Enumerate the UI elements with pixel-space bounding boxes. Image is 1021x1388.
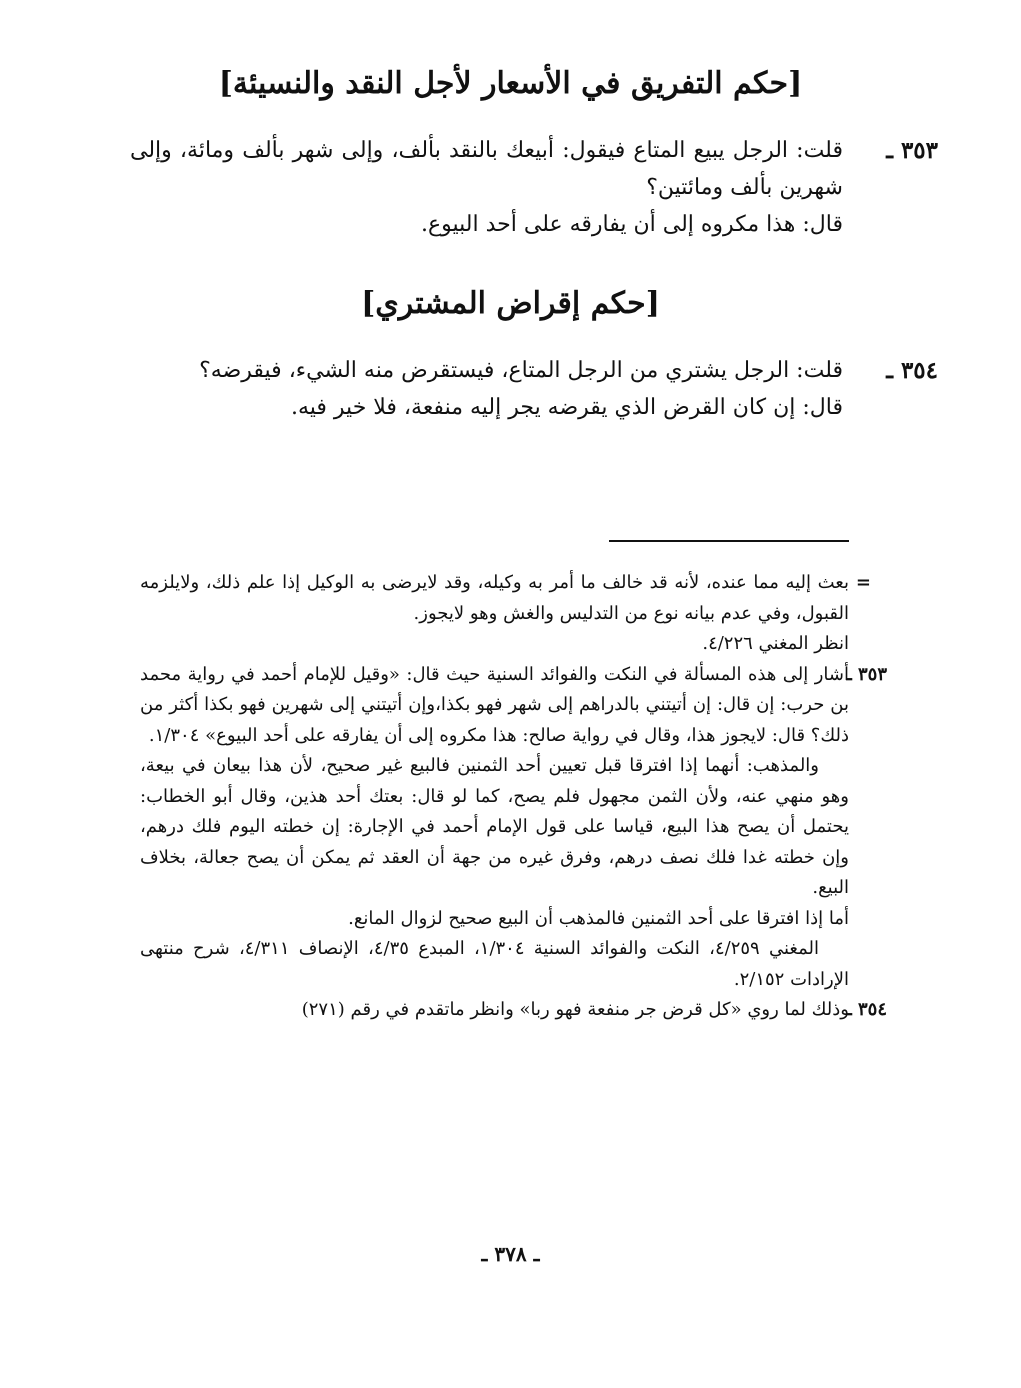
footnote-paragraph: وذلك لما روي «كل قرض جر منفعة فهو ربا» وانظر ماتقدم في رقم (٢٧١) [301, 999, 849, 1020]
question-text: قلت: الرجل يبيع المتاع فيقول: أبيعك بالنقد بألف، وإلى شهر بألف ومائة، وإلى شهرين بألف ومائتين؟ [130, 138, 843, 200]
answer-text: قال: إن كان القرض الذي يقرضه يجر إليه منفعة، فلا خير فيه. [290, 395, 843, 420]
question-block-353 [130, 132, 938, 243]
footnote-354 [140, 995, 887, 1026]
continuation-mark: = [855, 572, 871, 593]
footnote-divider [609, 540, 849, 542]
footnotes [140, 568, 887, 1026]
footnote-paragraph: والمذهب: أنهما إذا افترقا قبل تعيين أحد الثمنين فالبيع غير صحيح، لأن هذا بيعان في بيعة، وهو منهي عنه، ولأن الثمن مجهول فلم يصح، كما لو قال: بعتك أحد هذين، وقال أبو الخطاب: يحتمل أن يصح هذا البيع، قياسا على قول الإمام أحمد في الإجارة: إن خطته اليوم فلك درهم، وإن خطته غدا فلك نصف درهم، وفرق غيره من جهة أن العقد ثم يمكن أن يصح جعالة، بخلاف البيع. [140, 755, 849, 898]
footnote-353 [140, 660, 887, 996]
footnote-paragraph: أما إذا افترقا على أحد الثمنين فالمذهب أن البيع صحيح لزوال المانع. [348, 907, 849, 929]
footnote-line: بعث إليه مما عنده، لأنه قد خالف ما أمر به وكيله، وقد لايرضى به الوكيل إذا علم ذلك، ولايلزمه القبول، وفي عدم بيانه نوع من التدليس والغش وهو لايجوز. [140, 572, 850, 624]
answer-text: قال: هذا مكروه إلى أن يفارقه على أحد البيوع. [421, 212, 843, 237]
footnote-continuation [140, 568, 871, 660]
footnote-number: ٣٥٣ ـ [846, 663, 887, 685]
question-number: ٣٥٣ ـ [886, 137, 938, 164]
footnote-paragraph: أشار إلى هذه المسألة في النكت والفوائد السنية حيث قال: «وقيل للإمام أحمد في رواية محمد بن حرب: إن قال: إن أتيتني بالدراهم إلى شهر فهو بكذا،وإن أتيتني إلى شهرين فهو بكذا أكثر من ذلك؟ قال: لايجوز هذا، وقال في رواية صالح: هذا مكروه إلى أن يفارقه على أحد البيوع» ١/٣٠٤. [140, 663, 849, 746]
footnote-references: المغني ٤/٢٥٩، النكت والفوائد السنية ١/٣٠٤، المبدع ٤/٣٥، الإنصاف ٤/٣١١، شرح منتهى الإرادات ٢/١٥٢. [140, 938, 849, 990]
page-number: ـ ٣٧٨ ـ [481, 1242, 540, 1266]
question-number: ٣٥٤ ـ [886, 357, 938, 384]
question-block-354 [130, 352, 938, 426]
footnote-line: انظر المغني ٤/٢٢٦. [702, 633, 849, 654]
question-text: قلت: الرجل يشتري من الرجل المتاع، فيستقرض منه الشيء، فيقرضه؟ [199, 358, 843, 383]
section-heading-lending-buyer: [حكم إقراض المشتري] [361, 286, 660, 321]
section-heading-installment-pricing: [حكم التفريق في الأسعار لأجل النقد والنسيئة] [218, 66, 803, 101]
footnote-number: ٣٥٤ ـ [846, 999, 887, 1020]
